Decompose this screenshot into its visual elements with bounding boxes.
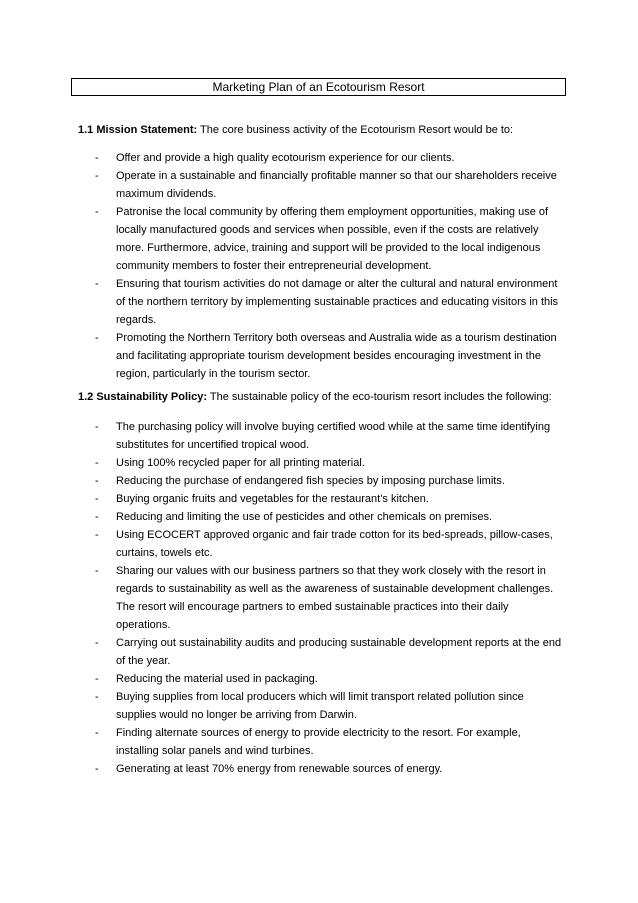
list-item-text: Patronise the local community by offering them employment opportunities, making use of locally manufactured goods and services when possible, even if the costs are relatively more. Furthermore, advice, training and support will be provided to the local indigenous community members to foster their entrepreneurial development. <box>116 206 549 272</box>
section-heading-mission: 1.1 Mission Statement: <box>78 124 198 136</box>
dash-bullet: - <box>95 565 99 577</box>
list-item <box>78 634 564 670</box>
list-item-text: Offer and provide a high quality ecotourism experience for our clients. <box>116 152 455 164</box>
section-intro-sustainability: The sustainable policy of the eco-tourism resort includes the following: <box>207 391 552 403</box>
dash-bullet: - <box>95 493 99 505</box>
list-item <box>78 472 564 490</box>
list-item-text: Buying organic fruits and vegetables for the restaurant’s kitchen. <box>116 493 429 505</box>
list-item-text: Finding alternate sources of energy to provide electricity to the resort. For example, installing solar panels and wind turbines. <box>116 727 521 757</box>
document-body <box>78 121 564 778</box>
section-heading-sustainability: 1.2 Sustainability Policy: <box>78 391 207 403</box>
dash-bullet: - <box>95 475 99 487</box>
mission-statement-paragraph <box>78 121 564 139</box>
dash-bullet: - <box>95 421 99 433</box>
list-item-text: Using ECOCERT approved organic and fair trade cotton for its bed-spreads, pillow-cases, curtains, towels etc. <box>116 529 553 559</box>
list-item <box>78 418 564 454</box>
list-item <box>78 203 564 275</box>
dash-bullet: - <box>95 691 99 703</box>
dash-bullet: - <box>95 332 99 344</box>
dash-bullet: - <box>95 511 99 523</box>
dash-bullet: - <box>95 529 99 541</box>
list-item-text: Sharing our values with our business partners so that they work closely with the resort in regards to sustainability as well as the awareness of sustainable development challenges. The resort will encourage partners to embed sustainable practices into their daily operations. <box>116 565 554 631</box>
list-item-text: Carrying out sustainability audits and producing sustainable development reports at the end of the year. <box>116 637 562 667</box>
list-item-text: Using 100% recycled paper for all printing material. <box>116 457 365 469</box>
list-item <box>78 724 564 760</box>
list-item <box>78 526 564 562</box>
dash-bullet: - <box>95 170 99 182</box>
list-item-text: Generating at least 70% energy from renewable sources of energy. <box>116 763 443 775</box>
list-item <box>78 670 564 688</box>
list-item-text: Ensuring that tourism activities do not damage or alter the cultural and natural environment of the northern territory by implementing sustainable practices and educating visitors in this regards. <box>116 278 559 326</box>
list-item-text: Reducing the material used in packaging. <box>116 673 318 685</box>
list-item <box>78 167 564 203</box>
dash-bullet: - <box>95 152 99 164</box>
sustainability-policy-paragraph <box>78 388 564 406</box>
list-item <box>78 760 564 778</box>
list-item <box>78 275 564 329</box>
list-item <box>78 490 564 508</box>
list-item-text: Buying supplies from local producers which will limit transport related pollution since supplies would no longer be arriving from Darwin. <box>116 691 524 721</box>
dash-bullet: - <box>95 278 99 290</box>
dash-bullet: - <box>95 763 99 775</box>
document-title: Marketing Plan of an Ecotourism Resort <box>71 78 566 96</box>
list-item-text: Operate in a sustainable and financially profitable manner so that our shareholders receive maximum dividends. <box>116 170 557 200</box>
list-item <box>78 149 564 167</box>
list-item <box>78 688 564 724</box>
dash-bullet: - <box>95 673 99 685</box>
list-item <box>78 454 564 472</box>
dash-bullet: - <box>95 206 99 218</box>
dash-bullet: - <box>95 637 99 649</box>
list-item-text: Reducing the purchase of endangered fish species by imposing purchase limits. <box>116 475 505 487</box>
list-item-text: Promoting the Northern Territory both overseas and Australia wide as a tourism destination and facilitating appropriate tourism development besides encouraging investment in the region, particularly in the tourism sector. <box>116 332 557 380</box>
list-item <box>78 329 564 383</box>
sustainability-list <box>78 418 564 778</box>
list-item-text: The purchasing policy will involve buying certified wood while at the same time identifying substitutes for uncertified tropical wood. <box>116 421 551 451</box>
mission-list <box>78 149 564 383</box>
list-item <box>78 562 564 634</box>
dash-bullet: - <box>95 727 99 739</box>
section-intro-mission: The core business activity of the Ecotourism Resort would be to: <box>197 124 514 136</box>
list-item <box>78 508 564 526</box>
dash-bullet: - <box>95 457 99 469</box>
list-item-text: Reducing and limiting the use of pesticides and other chemicals on premises. <box>116 511 493 523</box>
